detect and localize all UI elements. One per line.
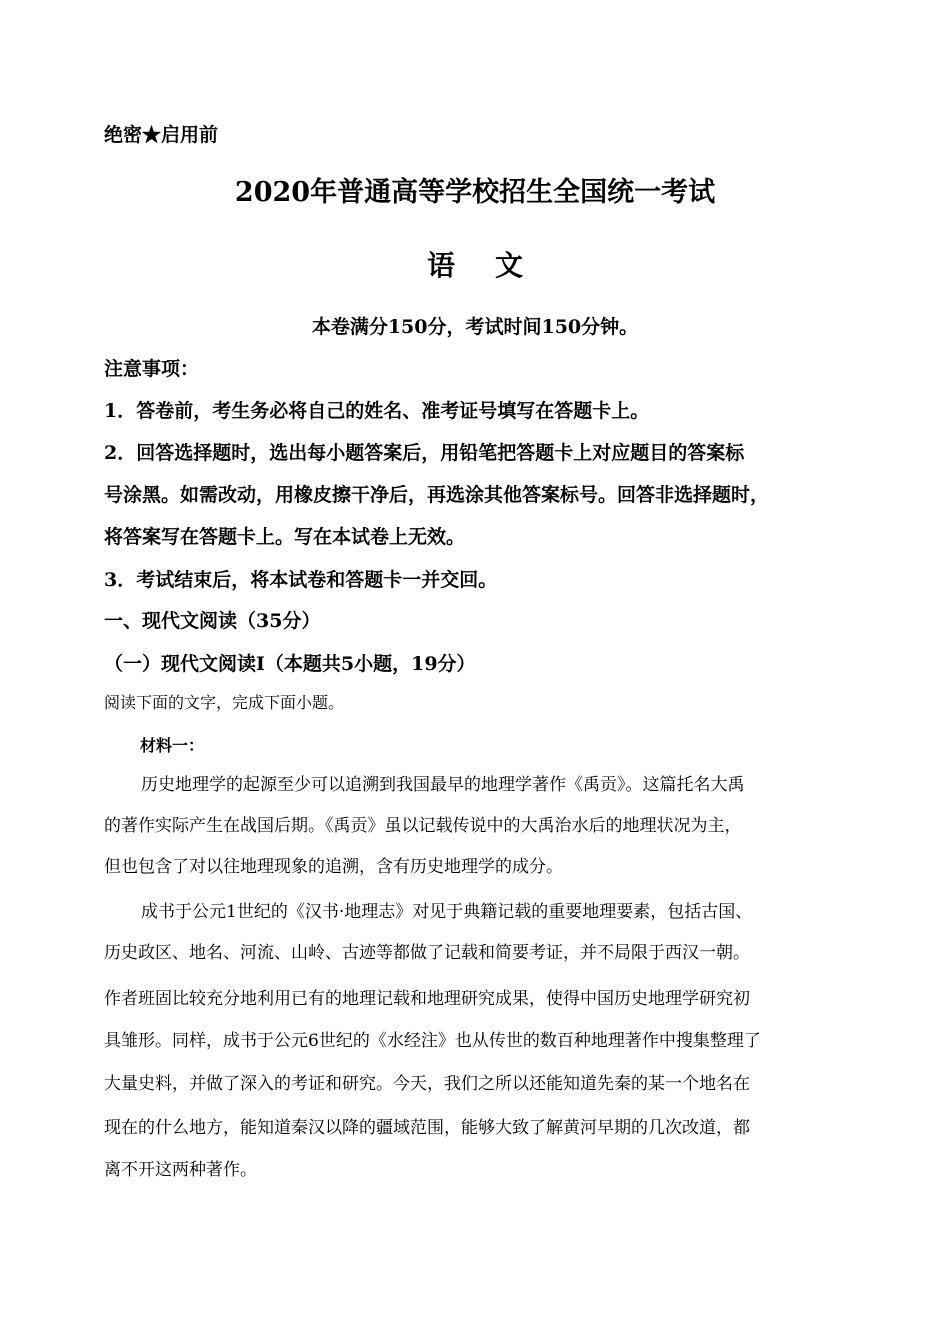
subsection-title: （一）现代文阅读Ⅰ（本题共5小题，19分） [104,653,476,675]
passage-line: 作者班固比较充分地利用已有的地理记载和地理研究成果，使得中国历史地理学研究初 [104,989,750,1009]
subject-title: 语文 [426,249,563,282]
passage-line: 但也包含了对以往地理现象的追溯，含有历史地理学的成分。 [104,857,563,877]
passage-line: 的著作实际产生在战国后期。《禹贡》虽以记载传说中的大禹治水后的地理状况为主， [104,816,742,836]
confidential-label: 绝密★启用前 [104,124,219,146]
notice-line: 将答案写在答题卡上。写在本试卷上无效。 [104,526,466,548]
passage-line: 历史地理学的起源至少可以追溯到我国最早的地理学著作《禹贡》。这篇托名大禹 [141,775,745,795]
passage-line: 大量史料，并做了深入的考证和研究。今天，我们之所以还能知道先秦的某一个地名在 [104,1074,750,1094]
notice-heading: 注意事项： [104,358,200,380]
reading-instruction: 阅读下面的文字，完成下面小题。 [104,693,345,712]
passage-line: 成书于公元1世纪的《汉书·地理志》对见于典籍记载的重要地理要素，包括古国、 [141,902,753,922]
notice-line: 2．回答选择题时，选出每小题答案后，用铅笔把答题卡上对应题目的答案标 [104,442,745,464]
passage-line: 历史政区、地名、河流、山岭、古迹等都做了记载和简要考证，并不局限于西汉一朝。 [104,943,750,963]
material-label: 材料一： [140,736,205,755]
score-info: 本卷满分150分，考试时间150分钟。 [311,316,639,338]
section-title: 一、现代文阅读（35分） [104,610,321,632]
notice-line: 3．考试结束后，将本试卷和答题卡一并交回。 [104,569,498,591]
passage-line: 具雏形。同样，成书于公元6世纪的《水经注》也从传世的数百种地理著作中搜集整理了 [104,1031,761,1051]
notice-line: 号涂黑。如需改动，用橡皮擦干净后，再选涂其他答案标号。回答非选择题时， [104,484,770,506]
passage-line: 现在的什么地方，能知道秦汉以降的疆域范围，能够大致了解黄河早期的几次改道，都 [104,1118,750,1138]
notice-line: 1．答卷前，考生务必将自己的姓名、准考证号填写在答题卡上。 [104,400,650,422]
passage-line: 离不开这两种著作。 [104,1160,257,1180]
exam-title: 2020年普通高等学校招生全国统一考试 [234,177,716,208]
